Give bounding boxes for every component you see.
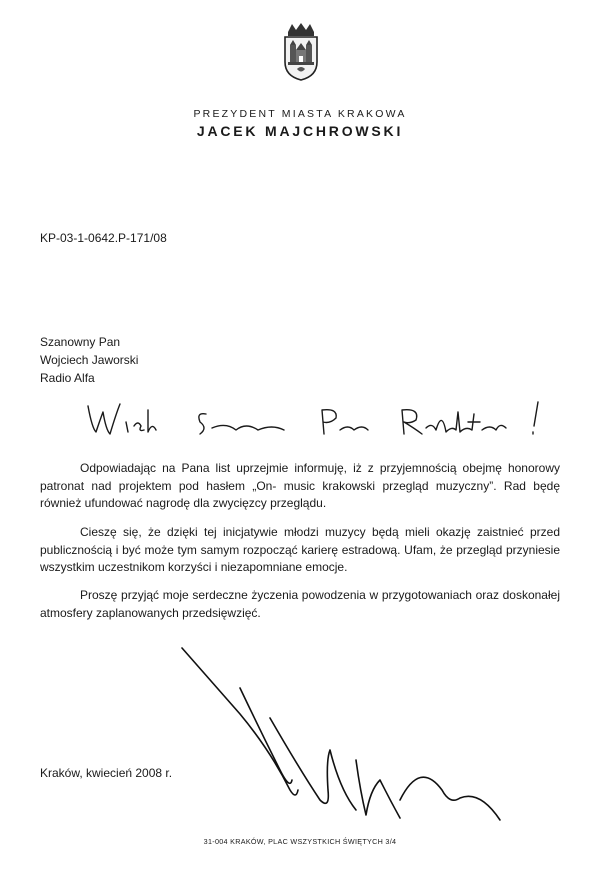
header-title: PREZYDENT MIASTA KRAKOWA — [193, 108, 407, 120]
place-and-date: Kraków, kwiecień 2008 r. — [40, 766, 173, 780]
handwritten-signature — [180, 640, 510, 830]
header-name: JACEK MAJCHROWSKI — [196, 123, 404, 139]
body-paragraph: Cieszę się, że dzięki tej inicjatywie młodzi muzycy będą mieli okazję zaistnieć przed publicznością i być może tym samym rozpocząć karierę estradową. Ufam, że przegląd przyniesie wszystkim uczestnikom korzyści i niezapomniane emocje. — [40, 525, 560, 574]
body-paragraph: Proszę przyjąć moje serdeczne życzenia powodzenia w przygotowaniach oraz doskonałej atmosfery zaplanowanych przedsięwzięć. — [40, 588, 560, 620]
recipient-organization: Radio Alfa — [40, 371, 95, 385]
recipient-name: Wojciech Jaworski — [40, 353, 139, 367]
reference-number: KP-03-1-0642.P-171/08 — [40, 231, 167, 245]
krakow-coat-of-arms-icon — [278, 22, 324, 82]
recipient-line: Szanowny Pan — [40, 335, 121, 349]
footer-address: 31-004 KRAKÓW, PLAC WSZYSTKICH ŚWIĘTYCH 3/4 — [203, 837, 397, 846]
recipient-block — [40, 333, 138, 387]
handwritten-salutation — [86, 400, 556, 450]
body-paragraph: Odpowiadając na Pana list uprzejmie informuję, iż z przyjemnością obejmę honorowy patronat nad projektem pod hasłem „On- music krakowski przegląd muzyczny”. Rad będę również ufundować nagrodę dla zwycięzcy przeglądu. — [40, 461, 560, 510]
